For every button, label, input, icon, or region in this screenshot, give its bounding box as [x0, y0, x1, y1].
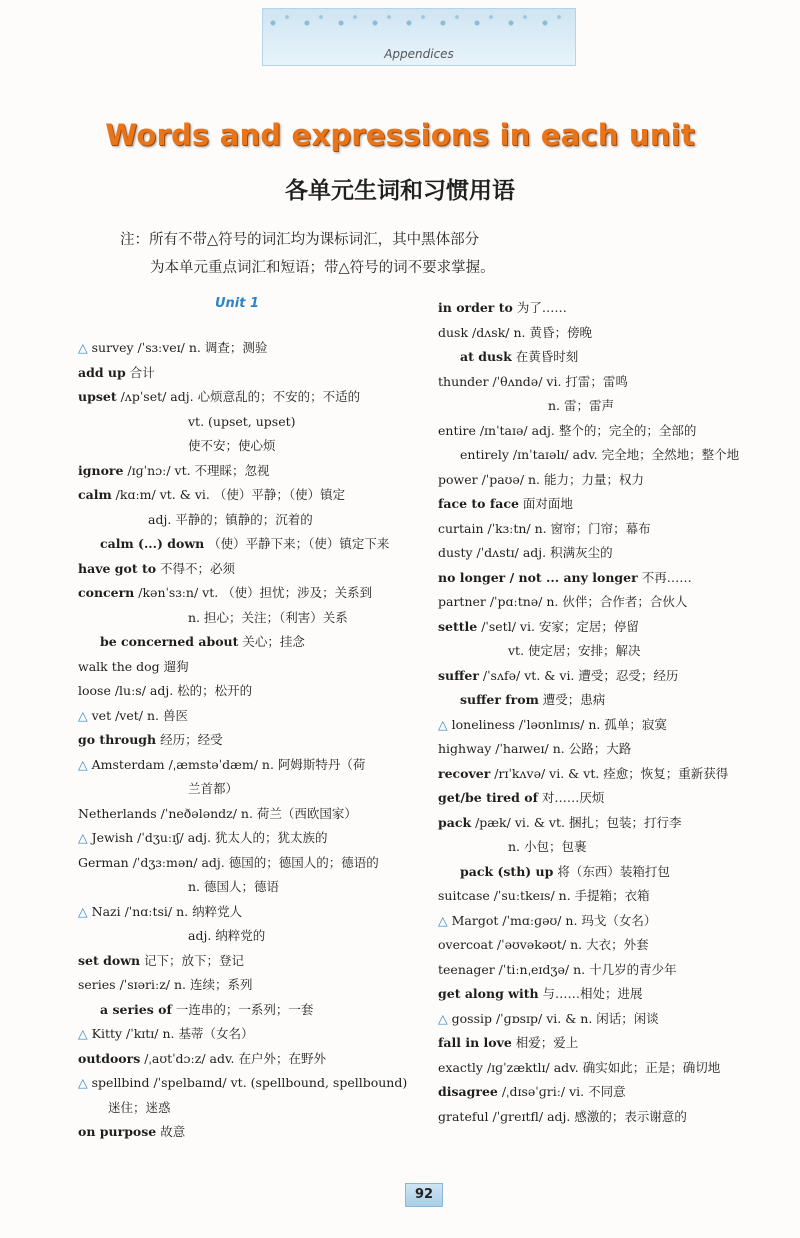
vocab-definition: highway /ˈhaɪweɪ/ n. 公路；大路	[438, 741, 632, 756]
vocab-entry	[438, 1031, 778, 1056]
vocab-term: upset	[78, 389, 117, 404]
page-title-chinese: 各单元生词和习惯用语	[285, 178, 515, 204]
triangle-icon: △	[78, 1026, 88, 1041]
vocab-entry	[78, 336, 418, 361]
vocab-entry	[438, 1056, 778, 1081]
vocab-term: at dusk	[460, 349, 512, 364]
vocab-entry	[78, 704, 418, 729]
vocab-definition: adj. 纳粹党的	[188, 928, 266, 943]
vocab-term: concern	[78, 585, 135, 600]
left-vocabulary-column	[78, 336, 418, 1145]
vocab-entry	[438, 835, 778, 860]
vocab-definition: /ʌpˈset/ adj. 心烦意乱的；不安的；不适的	[116, 389, 361, 404]
vocab-definition: Margot /ˈmɑːɡəʊ/ n. 玛戈（女名）	[451, 912, 657, 928]
vocab-entry	[78, 1047, 418, 1072]
vocab-entry	[78, 532, 418, 557]
vocab-entry	[438, 517, 778, 542]
vocab-entry	[438, 982, 778, 1007]
vocab-entry	[78, 361, 418, 386]
vocab-term: fall in love	[438, 1035, 512, 1050]
vocab-definition: vt. (upset, upset)	[188, 413, 296, 429]
vocab-definition: spellbind /ˈspelbaɪnd/ vt. (spellbound, spellbound)	[91, 1075, 408, 1090]
vocab-entry	[438, 615, 778, 640]
vocab-definition: adj. 平静的；镇静的；沉着的	[148, 511, 313, 527]
vocab-entry	[78, 410, 418, 435]
vocab-term: get along with	[438, 986, 539, 1001]
vocab-term: go through	[78, 732, 157, 747]
vocab-definition: 面对面地	[518, 496, 573, 511]
vocab-definition: 经历；经受	[156, 732, 223, 747]
vocab-term: suffer	[438, 667, 479, 683]
vocab-entry	[78, 459, 418, 484]
vocab-definition: vet /vet/ n. 兽医	[91, 707, 188, 723]
vocab-definition: dusty /ˈdʌstɪ/ adj. 积满灰尘的	[438, 545, 613, 560]
vocab-definition: walk the dog 遛狗	[78, 658, 189, 674]
vocab-entry	[78, 973, 418, 998]
vocab-term: pack	[438, 814, 472, 830]
vocab-entry	[438, 345, 778, 370]
vocab-entry	[78, 802, 418, 827]
vocab-entry	[78, 655, 418, 680]
vocab-definition: 一连串的；一系列；一套	[171, 1001, 314, 1017]
vocab-entry	[438, 590, 778, 615]
vocab-definition: 在黄昏时刻	[511, 349, 579, 364]
vocab-entry	[438, 541, 778, 566]
vocab-entry	[438, 443, 778, 468]
vocab-entry	[78, 385, 418, 410]
vocab-entry	[438, 933, 778, 958]
vocab-entry	[438, 566, 778, 591]
vocab-definition: thunder /ˈθʌndə/ vi. 打雷；雷鸣	[438, 373, 628, 389]
vocab-entry	[78, 434, 418, 459]
vocab-entry	[438, 1080, 778, 1105]
vocab-definition: German /ˈdʒɜːmən/ adj. 德国的；德国人的；德语的	[78, 854, 379, 870]
vocab-entry	[78, 1096, 418, 1121]
vocab-entry	[78, 581, 418, 606]
vocab-entry	[438, 811, 778, 836]
vocab-term: settle	[438, 618, 478, 634]
vocab-term: in order to	[438, 300, 513, 315]
vocab-entry	[78, 728, 418, 753]
vocab-entry	[78, 1022, 418, 1047]
vocab-definition: /ˌdɪsəˈɡriː/ vi. 不同意	[497, 1084, 626, 1099]
vocab-term: be concerned about	[100, 634, 239, 649]
vocab-term: no longer / not ... any longer	[438, 569, 638, 585]
vocab-definition: survey /ˈsɜːveɪ/ n. 调查；测验	[91, 340, 268, 355]
vocab-definition: 关心；挂念	[238, 634, 305, 649]
vocab-definition: 与……相处；进展	[538, 986, 643, 1001]
vocab-definition: /ˈsʌfə/ vt. & vi. 遭受；忍受；经历	[478, 667, 679, 683]
vocab-definition: n. 担心；关注；（利害）关系	[188, 609, 348, 625]
vocab-definition: 兰首都）	[188, 781, 239, 796]
vocab-definition: /ˌaʊtˈdɔːz/ adv. 在户外；在野外	[140, 1050, 326, 1066]
unit-heading: Unit 1	[215, 296, 260, 311]
vocab-definition: series /ˈsɪəriːz/ n. 连续；系列	[78, 977, 253, 992]
vocab-entry	[438, 762, 778, 787]
vocab-definition: vt. 使定居；安排；解决	[508, 643, 641, 658]
vocab-term: recover	[438, 765, 491, 781]
vocab-definition: /rɪˈkʌvə/ vi. & vt. 痊愈；恢复；重新获得	[490, 765, 729, 781]
vocab-entry	[78, 875, 418, 900]
vocab-entry	[438, 639, 778, 664]
vocab-term: on purpose	[78, 1124, 157, 1139]
triangle-icon: △	[78, 707, 88, 723]
vocab-definition: n. 小包；包裹	[508, 839, 587, 854]
vocab-definition: Jewish /ˈdʒuːɪʃ/ adj. 犹太人的；犹太族的	[91, 830, 328, 845]
vocab-definition: entire /ɪnˈtaɪə/ adj. 整个的；完全的；全部的	[438, 422, 697, 438]
vocab-definition: 不再……	[637, 569, 692, 585]
page-number: 92	[405, 1183, 443, 1207]
vocab-definition: /kənˈsɜːn/ vt. （使）担忧；涉及；关系到	[134, 585, 373, 600]
vocab-entry	[78, 557, 418, 582]
vocab-definition: gossip /ˈɡɒsɪp/ vi. & n. 闲话；闲谈	[451, 1010, 659, 1026]
vocab-definition: loose /luːs/ adj. 松的；松开的	[78, 683, 253, 698]
vocab-entry	[438, 860, 778, 885]
triangle-icon: △	[78, 756, 88, 772]
vocab-entry	[438, 884, 778, 909]
vocab-definition: 使不安；使心烦	[188, 438, 276, 453]
vocab-definition: grateful /ˈɡreɪtfl/ adj. 感激的；表示谢意的	[438, 1108, 687, 1124]
vocab-definition: partner /ˈpɑːtnə/ n. 伙伴；合作者；合伙人	[438, 594, 688, 609]
vocab-entry	[438, 419, 778, 444]
vocab-definition: 为了……	[512, 300, 567, 315]
vocab-entry	[438, 958, 778, 983]
note-line-2: 为本单元重点词汇和短语；带△符号的词不要求掌握。	[150, 260, 495, 276]
vocab-term: face to face	[438, 496, 519, 511]
vocab-entry	[438, 909, 778, 934]
vocab-entry	[78, 1120, 418, 1145]
vocab-term: suffer from	[460, 692, 539, 707]
vocab-definition: 对……厌烦	[537, 790, 605, 805]
vocab-entry	[438, 321, 778, 346]
vocab-entry	[78, 753, 418, 778]
triangle-icon: △	[438, 1010, 448, 1026]
vocab-term: have got to	[78, 560, 157, 576]
vocab-term: get/be tired of	[438, 790, 538, 805]
vocab-entry	[438, 1007, 778, 1032]
vocab-definition: teenager /ˈtiːnˌeɪdʒə/ n. 十几岁的青少年	[438, 961, 677, 977]
vocab-term: ignore	[78, 462, 124, 478]
vocab-definition: overcoat /ˈəʊvəkəʊt/ n. 大衣；外套	[438, 937, 649, 952]
banner-decoration	[263, 9, 575, 39]
vocab-entry	[438, 468, 778, 493]
vocab-definition: /pæk/ vi. & vt. 捆扎；包装；打行李	[471, 814, 682, 830]
vocab-definition: 将（东西）装箱打包	[553, 863, 670, 879]
right-vocabulary-column	[438, 296, 778, 1129]
vocab-definition: exactly /ɪɡˈzæktlɪ/ adv. 确实如此；正是；确切地	[438, 1059, 721, 1075]
vocab-term: disagree	[438, 1084, 498, 1099]
vocab-definition: Kitty /ˈkɪtɪ/ n. 基蒂（女名）	[91, 1026, 254, 1041]
vocab-entry	[78, 679, 418, 704]
vocab-entry	[78, 1071, 418, 1096]
vocab-definition: curtain /ˈkɜːtn/ n. 窗帘；门帘；幕布	[438, 520, 651, 536]
vocab-entry	[438, 737, 778, 762]
vocab-definition: suitcase /ˈsuːtkeɪs/ n. 手提箱；衣箱	[438, 888, 650, 903]
vocab-entry	[438, 786, 778, 811]
vocab-entry	[78, 924, 418, 949]
vocab-definition: power /ˈpaʊə/ n. 能力；力量；权力	[438, 471, 645, 487]
vocab-entry	[438, 394, 778, 419]
vocab-definition: dusk /dʌsk/ n. 黄昏；傍晚	[438, 324, 592, 340]
vocab-entry	[438, 1105, 778, 1130]
triangle-icon: △	[438, 716, 448, 732]
vocab-term: outdoors	[78, 1050, 141, 1066]
vocab-definition: 遭受；患病	[538, 692, 606, 707]
vocab-definition: Amsterdam /ˌæmstəˈdæm/ n. 阿姆斯特丹（荷	[91, 756, 366, 772]
vocab-definition: entirely /ɪnˈtaɪəlɪ/ adv. 完全地；全然地；整个地	[460, 447, 740, 462]
vocab-definition: 合计	[125, 364, 155, 380]
triangle-icon: △	[438, 912, 448, 928]
vocab-entry	[438, 713, 778, 738]
note-block	[120, 226, 700, 282]
appendices-banner	[262, 8, 576, 66]
vocab-entry	[78, 630, 418, 655]
vocab-definition: 记下；放下；登记	[140, 952, 245, 968]
vocab-term: set down	[78, 952, 141, 968]
vocab-definition: loneliness /ˈləʊnlɪnɪs/ n. 孤单；寂寞	[451, 716, 667, 732]
vocab-definition: 迷住；迷惑	[108, 1099, 171, 1115]
vocab-definition: Netherlands /ˈneðələndz/ n. 荷兰（西欧国家）	[78, 805, 357, 821]
note-line-1: 注：所有不带△符号的词汇均为课标词汇，其中黑体部分	[120, 232, 480, 248]
triangle-icon: △	[78, 1075, 88, 1090]
vocab-definition: （使）平静下来；（使）镇定下来	[204, 536, 390, 551]
vocab-entry	[438, 664, 778, 689]
vocab-entry	[438, 370, 778, 395]
vocab-definition: 不得不；必须	[156, 560, 236, 576]
vocab-definition: Nazi /ˈnɑːtsi/ n. 纳粹党人	[91, 903, 243, 919]
vocab-definition: 故意	[156, 1124, 186, 1139]
vocab-entry	[78, 483, 418, 508]
vocab-entry	[438, 296, 778, 321]
vocab-term: pack (sth) up	[460, 863, 554, 879]
vocab-entry	[78, 777, 418, 802]
vocab-definition: n. 德国人；德语	[188, 879, 279, 894]
vocab-definition: /ɪɡˈnɔː/ vt. 不理睬；忽视	[123, 462, 270, 478]
vocab-entry	[78, 998, 418, 1023]
vocab-entry	[78, 900, 418, 925]
triangle-icon: △	[78, 340, 88, 355]
vocab-entry	[78, 508, 418, 533]
vocab-entry	[438, 492, 778, 517]
vocab-term: calm	[78, 487, 112, 502]
vocab-term: calm (...) down	[100, 536, 205, 551]
vocab-entry	[78, 949, 418, 974]
vocab-term: add up	[78, 364, 126, 380]
vocab-entry	[78, 851, 418, 876]
vocab-entry	[78, 606, 418, 631]
vocab-definition: /ˈsetl/ vi. 安家；定居；停留	[477, 618, 639, 634]
page-title-english: Words and expressions in each unit	[105, 118, 695, 152]
triangle-icon: △	[78, 830, 88, 845]
vocab-definition: n. 雷；雷声	[548, 398, 614, 413]
triangle-icon: △	[78, 903, 88, 919]
vocab-term: a series of	[100, 1001, 172, 1017]
vocab-entry	[78, 826, 418, 851]
vocab-definition: /kɑːm/ vt. & vi. （使）平静；（使）镇定	[111, 487, 346, 502]
banner-label: Appendices	[384, 47, 454, 61]
vocab-entry	[438, 688, 778, 713]
vocab-definition: 相爱；爱上	[511, 1035, 579, 1050]
